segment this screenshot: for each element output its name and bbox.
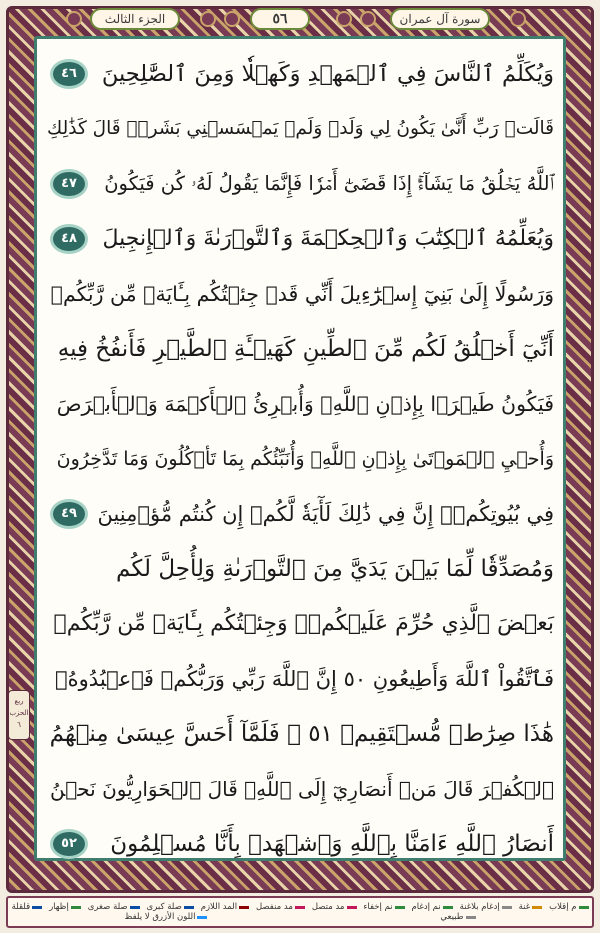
- ornament-icon: [200, 11, 216, 27]
- verse-line: [46, 321, 554, 376]
- color-swatch: [239, 906, 249, 909]
- color-swatch: [579, 906, 589, 909]
- verse-line: [46, 706, 554, 761]
- page-number: ٥٦: [250, 8, 310, 30]
- verse-text: فَٱتَّقُواْ ٱللَّهَ وَأَطِيعُونِ ٥٠ إِنَّ ٱللَّهَ رَبِّي وَرَبُّكُمۡ فَٱعۡبُدُوهُۚ: [55, 666, 554, 691]
- legend-label: قلقلة: [11, 902, 31, 912]
- verse-line: [46, 156, 554, 211]
- color-swatch: [466, 916, 476, 919]
- color-swatch: [443, 906, 453, 909]
- ayah-number-marker: ٤٨: [50, 224, 88, 254]
- legend-item: [360, 902, 407, 912]
- verse-text: أَنصَارُ ٱللَّهِ ءَامَنَّا بِٱللَّهِ وَٱشۡهَدۡ بِأَنَّا مُسۡلِمُونَ: [110, 830, 554, 857]
- ornament-icon: [360, 11, 376, 27]
- page-header: [90, 6, 510, 32]
- color-swatch: [295, 906, 305, 909]
- color-swatch: [130, 906, 140, 909]
- tajweed-legend: [6, 896, 594, 928]
- legend-item: [409, 902, 456, 912]
- legend-item: [546, 902, 591, 912]
- verse-text: وَمُصَدِّقٗا لِّمَا بَيۡنَ يَدَيَّ مِنَ ٱلتَّوۡرَىٰةِ وَلِأُحِلَّ لَكُم: [116, 555, 554, 582]
- legend-label: اللون الأزرق لا يلفظ: [124, 912, 196, 922]
- legend-label: إدغام بلاغنة: [459, 902, 500, 912]
- verse-line: [46, 101, 554, 156]
- legend-item: [122, 912, 211, 922]
- verse-line: [46, 816, 554, 871]
- verse-text: أَنِّيٓ أَخۡلُقُ لَكُم مِّنَ ٱلطِّينِ كَهَيۡـَٔةِ ٱلطَّيۡرِ فَأَنفُخُ فِيهِ: [57, 335, 554, 362]
- legend-item: [144, 902, 197, 912]
- verse-line: [46, 761, 554, 816]
- surah-name: سورة آل عمران: [390, 8, 490, 30]
- verse-text: هَٰذَا صِرَٰطٞ مُّسۡتَقِيمٞ ٥١ ۞ فَلَمَّآ أَحَسَّ عِيسَىٰ مِنۡهُمُ: [49, 720, 554, 747]
- verse-text: وَأُحۡيِ ٱلۡمَوۡتَىٰ بِإِذۡنِ ٱللَّهِۖ وَأُنَبِّئُكُم بِمَا تَأۡكُلُونَ وَمَا تَدَّخِرُونَ: [56, 447, 554, 470]
- ayah-number-marker: ٤٧: [50, 169, 88, 199]
- color-swatch: [184, 906, 194, 909]
- verse-text: ٱلۡكُفۡرَ قَالَ مَنۡ أَنصَارِيٓ إِلَى ٱللَّهِۖ قَالَ ٱلۡحَوَارِيُّونَ نَحۡنُ: [50, 776, 554, 801]
- verse-line: [46, 651, 554, 706]
- verse-line: [46, 431, 554, 486]
- verse-text: وَيُعَلِّمُهُ ٱلۡكِتَٰبَ وَٱلۡحِكۡمَةَ وَٱلتَّوۡرَىٰةَ وَٱلۡإِنجِيلَ: [102, 226, 554, 251]
- verse-line: [46, 46, 554, 101]
- verse-line: [46, 486, 554, 541]
- ornament-icon: [224, 11, 240, 27]
- verse-text: فِي بُيُوتِكُمۡۚ إِنَّ فِي ذَٰلِكَ لَأٓيَةٗ لَّكُمۡ إِن كُنتُم مُّؤۡمِنِينَ: [97, 501, 554, 526]
- legend-item: [457, 902, 515, 912]
- legend-label: إظهار: [49, 902, 69, 912]
- legend-item: [253, 902, 308, 912]
- legend-item: [9, 902, 46, 912]
- verse-lines: [46, 46, 554, 871]
- legend-label: م إقلاب: [549, 902, 577, 912]
- ornament-icon: [510, 11, 526, 27]
- legend-item: [198, 902, 252, 912]
- verse-text: قَالَتۡ رَبِّ أَنَّىٰ يَكُونُ لِي وَلَدٞ وَلَمۡ يَمۡسَسۡنِي بَشَرٞۖ قَالَ كَذَٰلِكِ: [47, 118, 554, 139]
- legend-item: [46, 902, 84, 912]
- legend-item: [309, 902, 360, 912]
- color-swatch: [347, 906, 357, 909]
- ayah-number-marker: ٤٦: [50, 59, 88, 89]
- verse-text: ٱللَّهُ يَخۡلُقُ مَا يَشَآءُۚ إِذَا قَضَىٰٓ أَمۡرٗا فَإِنَّمَا يَقُولُ لَهُۥ كُن فَيَكُونُ: [104, 172, 554, 195]
- legend-item: [516, 902, 546, 912]
- legend-label: المد اللازم: [200, 902, 238, 912]
- verse-line: [46, 266, 554, 321]
- color-swatch: [502, 906, 512, 909]
- color-swatch: [532, 906, 542, 909]
- verse-line: [46, 596, 554, 651]
- legend-label: نم إدغام: [411, 902, 441, 912]
- ornament-icon: [336, 11, 352, 27]
- verse-line: [46, 541, 554, 596]
- verse-text: وَرَسُولًا إِلَىٰ بَنِيٓ إِسۡرَٰٓءِيلَ أَنِّي قَدۡ جِئۡتُكُم بِـَٔايَةٖ مِّن رَّبِّكُمۡ: [50, 281, 554, 306]
- ayah-number-marker: ٤٩: [50, 499, 88, 529]
- legend-item: [437, 912, 478, 922]
- legend-label: صلة صغرى: [87, 902, 128, 912]
- legend-label: مد متصل: [311, 902, 345, 912]
- juz-label: الجزء الثالث: [90, 8, 180, 30]
- color-swatch: [32, 906, 42, 909]
- legend-label: غنة: [518, 902, 531, 912]
- ayah-number-marker: ٥٢: [50, 829, 88, 859]
- color-swatch: [395, 906, 405, 909]
- verse-text: وَيُكَلِّمُ ٱلنَّاسَ فِي ٱلۡمَهۡدِ وَكَهۡلٗا وَمِنَ ٱلصَّٰلِحِينَ: [101, 60, 554, 87]
- color-swatch: [71, 906, 81, 909]
- verse-text: بَعۡضَ ٱلَّذِي حُرِّمَ عَلَيۡكُمۡۚ وَجِئۡتُكُم بِـَٔايَةٖ مِّن رَّبِّكُمۡ: [53, 611, 554, 636]
- legend-label: طبيعي: [440, 912, 464, 922]
- legend-item: [85, 902, 143, 912]
- legend-label: صلة كبرى: [146, 902, 182, 912]
- hizb-marker-icon: ربع الحزب ٦: [8, 690, 30, 740]
- verse-line: [46, 376, 554, 431]
- legend-label: نم إخفاء: [363, 902, 393, 912]
- color-swatch: [197, 916, 207, 919]
- ornament-icon: [66, 11, 82, 27]
- verse-line: [46, 211, 554, 266]
- verse-text: فَيَكُونُ طَيۡرَۢا بِإِذۡنِ ٱللَّهِۖ وَأُبۡرِئُ ٱلۡأَكۡمَهَ وَٱلۡأَبۡرَصَ: [56, 391, 554, 416]
- legend-label: مد منفصل: [256, 902, 293, 912]
